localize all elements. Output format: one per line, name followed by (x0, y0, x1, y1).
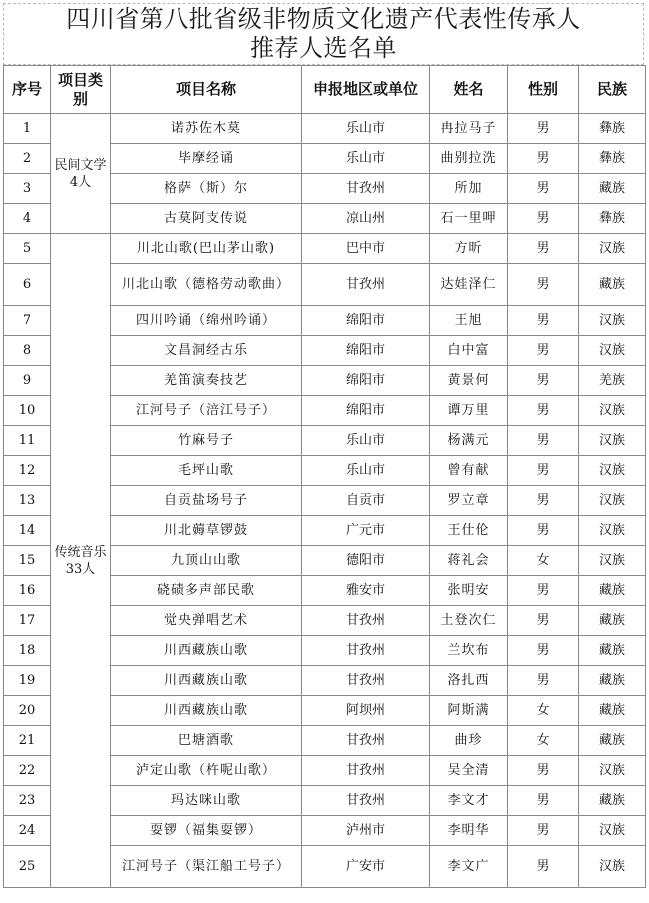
gender-cell: 男 (508, 666, 579, 696)
region-cell: 甘孜州 (302, 606, 430, 636)
gender-cell: 男 (508, 606, 579, 636)
document-title (3, 3, 644, 65)
person-name: 黄景何 (430, 366, 508, 396)
item-name: 竹麻号子 (111, 426, 302, 456)
gender-cell: 男 (508, 756, 579, 786)
row-number: 25 (4, 846, 51, 888)
header-region: 申报地区或单位 (302, 66, 430, 114)
item-name: 巴塘酒歌 (111, 726, 302, 756)
ethnicity-cell: 藏族 (579, 786, 646, 816)
header-category: 项目类别 (51, 66, 111, 114)
ethnicity-cell: 汉族 (579, 456, 646, 486)
gender-cell: 男 (508, 426, 579, 456)
gender-cell: 男 (508, 144, 579, 174)
row-number: 15 (4, 546, 51, 576)
person-name: 达娃泽仁 (430, 264, 508, 306)
region-cell: 广元市 (302, 516, 430, 546)
table-row (4, 234, 646, 264)
person-name: 王旭 (430, 306, 508, 336)
gender-cell: 男 (508, 366, 579, 396)
region-cell: 乐山市 (302, 456, 430, 486)
gender-cell: 男 (508, 204, 579, 234)
row-number: 8 (4, 336, 51, 366)
ethnicity-cell: 汉族 (579, 486, 646, 516)
ethnicity-cell: 彝族 (579, 144, 646, 174)
ethnicity-cell: 彝族 (579, 114, 646, 144)
gender-cell: 男 (508, 636, 579, 666)
person-name: 所加 (430, 174, 508, 204)
item-name: 玛达咪山歌 (111, 786, 302, 816)
header-gender: 性别 (508, 66, 579, 114)
header-no: 序号 (4, 66, 51, 114)
person-name: 吴全清 (430, 756, 508, 786)
row-number: 13 (4, 486, 51, 516)
region-cell: 甘孜州 (302, 726, 430, 756)
item-name: 毛坪山歌 (111, 456, 302, 486)
row-number: 11 (4, 426, 51, 456)
ethnicity-cell: 羌族 (579, 366, 646, 396)
gender-cell: 男 (508, 816, 579, 846)
ethnicity-cell: 汉族 (579, 396, 646, 426)
row-number: 1 (4, 114, 51, 144)
item-name: 耍锣（福集耍锣） (111, 816, 302, 846)
item-name: 川北山歌(巴山茅山歌) (111, 234, 302, 264)
region-cell: 甘孜州 (302, 174, 430, 204)
row-number: 5 (4, 234, 51, 264)
person-name: 杨满元 (430, 426, 508, 456)
region-cell: 广安市 (302, 846, 430, 888)
gender-cell: 女 (508, 546, 579, 576)
gender-cell: 男 (508, 306, 579, 336)
table-body (4, 114, 646, 888)
category-cell: 民间文学4人 (51, 114, 111, 234)
region-cell: 德阳市 (302, 546, 430, 576)
region-cell: 乐山市 (302, 144, 430, 174)
item-name: 川西藏族山歌 (111, 696, 302, 726)
person-name: 冉拉马子 (430, 114, 508, 144)
gender-cell: 男 (508, 486, 579, 516)
region-cell: 乐山市 (302, 114, 430, 144)
region-cell: 绵阳市 (302, 366, 430, 396)
gender-cell: 男 (508, 576, 579, 606)
gender-cell: 男 (508, 516, 579, 546)
row-number: 3 (4, 174, 51, 204)
ethnicity-cell: 藏族 (579, 606, 646, 636)
item-name: 毕摩经诵 (111, 144, 302, 174)
gender-cell: 男 (508, 114, 579, 144)
item-name: 川北山歌（德格劳动歌曲） (111, 264, 302, 306)
region-cell: 甘孜州 (302, 786, 430, 816)
person-name: 曲别拉洗 (430, 144, 508, 174)
header-name: 姓名 (430, 66, 508, 114)
region-cell: 绵阳市 (302, 336, 430, 366)
row-number: 23 (4, 786, 51, 816)
item-name: 文昌洞经古乐 (111, 336, 302, 366)
person-name: 白中富 (430, 336, 508, 366)
person-name: 曲珍 (430, 726, 508, 756)
row-number: 4 (4, 204, 51, 234)
region-cell: 甘孜州 (302, 636, 430, 666)
title-line-2: 推荐人选名单 (250, 34, 397, 62)
row-number: 21 (4, 726, 51, 756)
row-number: 17 (4, 606, 51, 636)
row-number: 24 (4, 816, 51, 846)
row-number: 14 (4, 516, 51, 546)
person-name: 蒋礼会 (430, 546, 508, 576)
person-name: 石一里呷 (430, 204, 508, 234)
ethnicity-cell: 藏族 (579, 576, 646, 606)
row-number: 16 (4, 576, 51, 606)
gender-cell: 男 (508, 846, 579, 888)
person-name: 土登次仁 (430, 606, 508, 636)
item-name: 九顶山山歌 (111, 546, 302, 576)
ethnicity-cell: 藏族 (579, 696, 646, 726)
region-cell: 巴中市 (302, 234, 430, 264)
item-name: 硗碛多声部民歌 (111, 576, 302, 606)
row-number: 7 (4, 306, 51, 336)
row-number: 9 (4, 366, 51, 396)
person-name: 阿斯满 (430, 696, 508, 726)
person-name: 罗立章 (430, 486, 508, 516)
header-item: 项目名称 (111, 66, 302, 114)
ethnicity-cell: 汉族 (579, 816, 646, 846)
row-number: 6 (4, 264, 51, 306)
ethnicity-cell: 汉族 (579, 426, 646, 456)
gender-cell: 男 (508, 264, 579, 306)
person-name: 洛扎西 (430, 666, 508, 696)
item-name: 江河号子（涪江号子） (111, 396, 302, 426)
ethnicity-cell: 汉族 (579, 516, 646, 546)
row-number: 10 (4, 396, 51, 426)
person-name: 曾有献 (430, 456, 508, 486)
item-name: 川西藏族山歌 (111, 666, 302, 696)
item-name: 泸定山歌（杵呢山歌） (111, 756, 302, 786)
person-name: 李文广 (430, 846, 508, 888)
ethnicity-cell: 藏族 (579, 174, 646, 204)
region-cell: 甘孜州 (302, 666, 430, 696)
header-row (4, 66, 646, 114)
region-cell: 凉山州 (302, 204, 430, 234)
item-name: 觉央弹唱艺术 (111, 606, 302, 636)
gender-cell: 女 (508, 726, 579, 756)
region-cell: 泸州市 (302, 816, 430, 846)
row-number: 2 (4, 144, 51, 174)
ethnicity-cell: 藏族 (579, 666, 646, 696)
ethnicity-cell: 汉族 (579, 846, 646, 888)
person-name: 谭万里 (430, 396, 508, 426)
item-name: 诺苏佐木莫 (111, 114, 302, 144)
gender-cell: 男 (508, 234, 579, 264)
person-name: 方昕 (430, 234, 508, 264)
item-name: 古莫阿支传说 (111, 204, 302, 234)
row-number: 20 (4, 696, 51, 726)
ethnicity-cell: 汉族 (579, 336, 646, 366)
row-number: 22 (4, 756, 51, 786)
person-name: 李明华 (430, 816, 508, 846)
row-number: 18 (4, 636, 51, 666)
header-ethnicity: 民族 (579, 66, 646, 114)
row-number: 12 (4, 456, 51, 486)
item-name: 羌笛演奏技艺 (111, 366, 302, 396)
region-cell: 阿坝州 (302, 696, 430, 726)
item-name: 川西藏族山歌 (111, 636, 302, 666)
ethnicity-cell: 藏族 (579, 726, 646, 756)
region-cell: 甘孜州 (302, 756, 430, 786)
gender-cell: 男 (508, 336, 579, 366)
gender-cell: 男 (508, 786, 579, 816)
ethnicity-cell: 汉族 (579, 306, 646, 336)
region-cell: 乐山市 (302, 426, 430, 456)
table-row (4, 114, 646, 144)
item-name: 自贡盐场号子 (111, 486, 302, 516)
region-cell: 雅安市 (302, 576, 430, 606)
item-name: 四川吟诵（绵州吟诵） (111, 306, 302, 336)
title-line-1: 四川省第八批省级非物质文化遗产代表性传承人 (66, 5, 581, 33)
item-name: 川北薅草锣鼓 (111, 516, 302, 546)
ethnicity-cell: 藏族 (579, 264, 646, 306)
ethnicity-cell: 汉族 (579, 756, 646, 786)
person-name: 李文才 (430, 786, 508, 816)
person-name: 王仕伦 (430, 516, 508, 546)
ethnicity-cell: 汉族 (579, 546, 646, 576)
gender-cell: 女 (508, 696, 579, 726)
gender-cell: 男 (508, 456, 579, 486)
region-cell: 自贡市 (302, 486, 430, 516)
person-name: 兰坎布 (430, 636, 508, 666)
person-name: 张明安 (430, 576, 508, 606)
ethnicity-cell: 汉族 (579, 234, 646, 264)
region-cell: 绵阳市 (302, 306, 430, 336)
region-cell: 绵阳市 (302, 396, 430, 426)
item-name: 江河号子（渠江船工号子） (111, 846, 302, 888)
gender-cell: 男 (508, 396, 579, 426)
ethnicity-cell: 彝族 (579, 204, 646, 234)
ethnicity-cell: 藏族 (579, 636, 646, 666)
inheritor-table (3, 65, 646, 888)
row-number: 19 (4, 666, 51, 696)
region-cell: 甘孜州 (302, 264, 430, 306)
category-cell: 传统音乐33人 (51, 234, 111, 888)
gender-cell: 男 (508, 174, 579, 204)
item-name: 格萨（斯）尔 (111, 174, 302, 204)
